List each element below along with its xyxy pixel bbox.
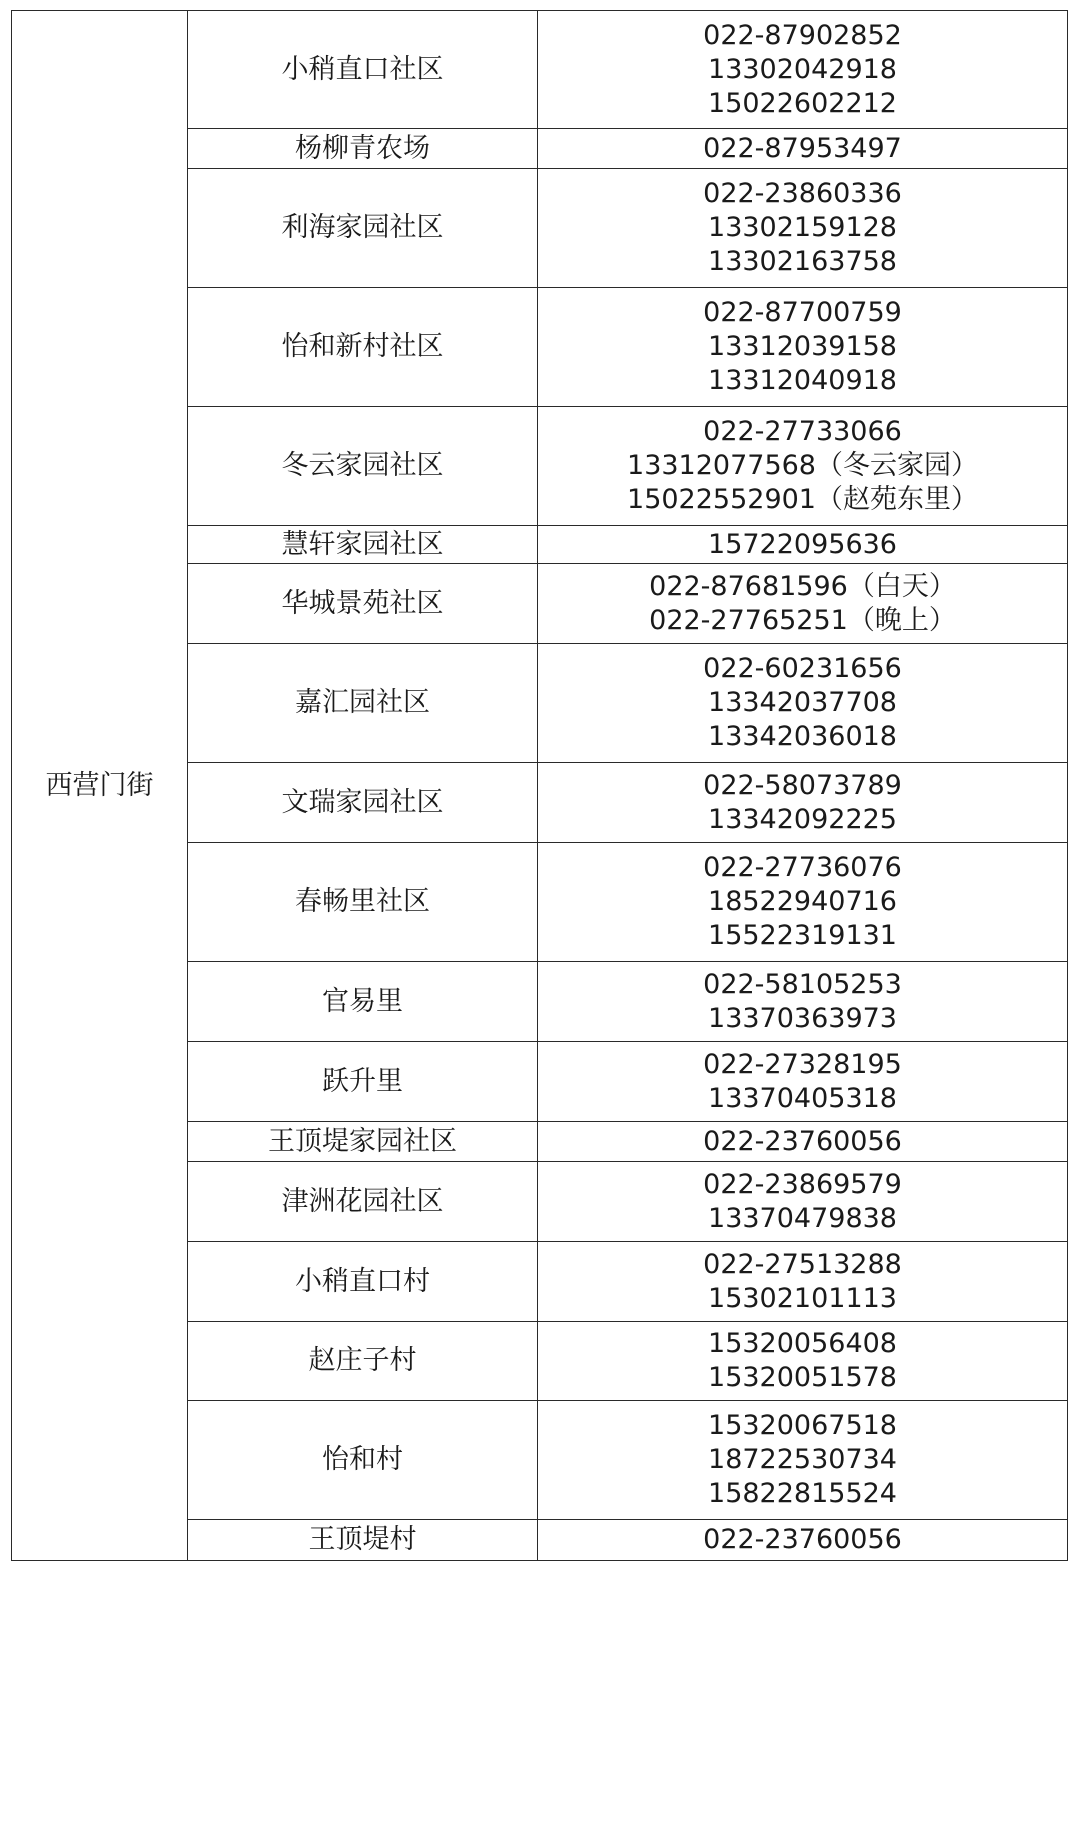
phone-number: 022-23860336 <box>703 178 902 209</box>
community-name-cell: 文瑞家园社区 <box>188 763 538 843</box>
phone-number: 13370479838 <box>708 1202 897 1234</box>
phone-number: 15022552901（赵苑东里） <box>627 484 978 515</box>
phone-number: 15320067518 <box>708 1410 897 1441</box>
phone-numbers-cell <box>538 1162 1068 1242</box>
phone-number: 15302101113 <box>708 1282 897 1314</box>
phone-number: 022-87681596（白天） <box>649 570 956 602</box>
phone-numbers-cell <box>538 1122 1068 1162</box>
phone-numbers-cell <box>538 11 1068 129</box>
phone-number: 13312040918 <box>708 365 897 396</box>
phone-numbers-cell <box>538 1520 1068 1561</box>
phone-number: 18522940716 <box>708 886 897 917</box>
phone-number: 15320056408 <box>708 1328 897 1359</box>
community-name-cell: 官易里 <box>188 962 538 1042</box>
community-name-cell: 王顶堤村 <box>188 1520 538 1561</box>
phone-number: 18722530734 <box>708 1444 897 1475</box>
community-name-cell: 小稍直口社区 <box>188 11 538 129</box>
phone-number: 13312039158 <box>708 331 897 362</box>
phone-number: 15722095636 <box>708 528 897 560</box>
phone-numbers-cell <box>538 843 1068 962</box>
phone-numbers-cell <box>538 288 1068 407</box>
community-name-cell: 怡和新村社区 <box>188 288 538 407</box>
phone-number: 13370405318 <box>708 1082 897 1114</box>
community-name-cell: 赵庄子村 <box>188 1322 538 1401</box>
phone-numbers-cell <box>538 1242 1068 1322</box>
phone-number: 13370363973 <box>708 1002 897 1034</box>
community-name-cell: 小稍直口村 <box>188 1242 538 1322</box>
contact-table <box>11 10 1068 1561</box>
community-name-cell: 杨柳青农场 <box>188 129 538 169</box>
phone-number: 022-27513288 <box>703 1248 902 1280</box>
phone-number: 022-23760056 <box>703 1125 902 1157</box>
phone-numbers-cell <box>538 644 1068 763</box>
community-name-cell: 津洲花园社区 <box>188 1162 538 1242</box>
phone-number: 022-87953497 <box>703 132 902 164</box>
phone-number: 13342037708 <box>708 687 897 718</box>
community-name-cell: 跃升里 <box>188 1042 538 1122</box>
phone-number: 022-58105253 <box>703 968 902 1000</box>
phone-number: 13342092225 <box>708 803 897 835</box>
community-name-cell: 春畅里社区 <box>188 843 538 962</box>
phone-number: 13312077568（冬云家园） <box>627 450 978 481</box>
phone-number: 022-58073789 <box>703 769 902 801</box>
community-name-cell: 怡和村 <box>188 1401 538 1520</box>
community-name-cell: 冬云家园社区 <box>188 407 538 526</box>
phone-number: 022-23760056 <box>703 1524 902 1555</box>
phone-numbers-cell <box>538 407 1068 526</box>
phone-number: 022-87700759 <box>703 297 902 328</box>
phone-number: 022-87902852 <box>703 19 902 51</box>
phone-numbers-cell <box>538 129 1068 169</box>
community-name-cell: 嘉汇园社区 <box>188 644 538 763</box>
phone-numbers-cell <box>538 1042 1068 1122</box>
street-name-cell: 西营门街 <box>12 11 188 1561</box>
phone-numbers-cell <box>538 526 1068 564</box>
phone-number: 022-27328195 <box>703 1048 902 1080</box>
phone-number: 13342036018 <box>708 721 897 752</box>
phone-number: 15320051578 <box>708 1362 897 1393</box>
community-name-cell: 王顶堤家园社区 <box>188 1122 538 1162</box>
phone-number: 022-27736076 <box>703 852 902 883</box>
phone-numbers-cell <box>538 962 1068 1042</box>
phone-numbers-cell <box>538 169 1068 288</box>
phone-numbers-cell <box>538 1401 1068 1520</box>
phone-numbers-cell <box>538 1322 1068 1401</box>
phone-number: 022-23869579 <box>703 1168 902 1200</box>
phone-number: 022-27733066 <box>703 416 902 447</box>
community-name-cell: 华城景苑社区 <box>188 564 538 644</box>
contact-table-body <box>12 11 1068 1561</box>
phone-numbers-cell <box>538 763 1068 843</box>
phone-numbers-cell <box>538 564 1068 644</box>
phone-number: 13302159128 <box>708 212 897 243</box>
phone-number: 15522319131 <box>708 920 897 951</box>
phone-number: 022-27765251（晚上） <box>649 604 956 636</box>
phone-number: 15022602212 <box>708 87 897 119</box>
phone-number: 022-60231656 <box>703 653 902 684</box>
community-name-cell: 利海家园社区 <box>188 169 538 288</box>
phone-number: 15822815524 <box>708 1478 897 1509</box>
phone-number: 13302163758 <box>708 246 897 277</box>
table-row <box>12 11 1068 129</box>
community-name-cell: 慧轩家园社区 <box>188 526 538 564</box>
phone-number: 13302042918 <box>708 53 897 85</box>
